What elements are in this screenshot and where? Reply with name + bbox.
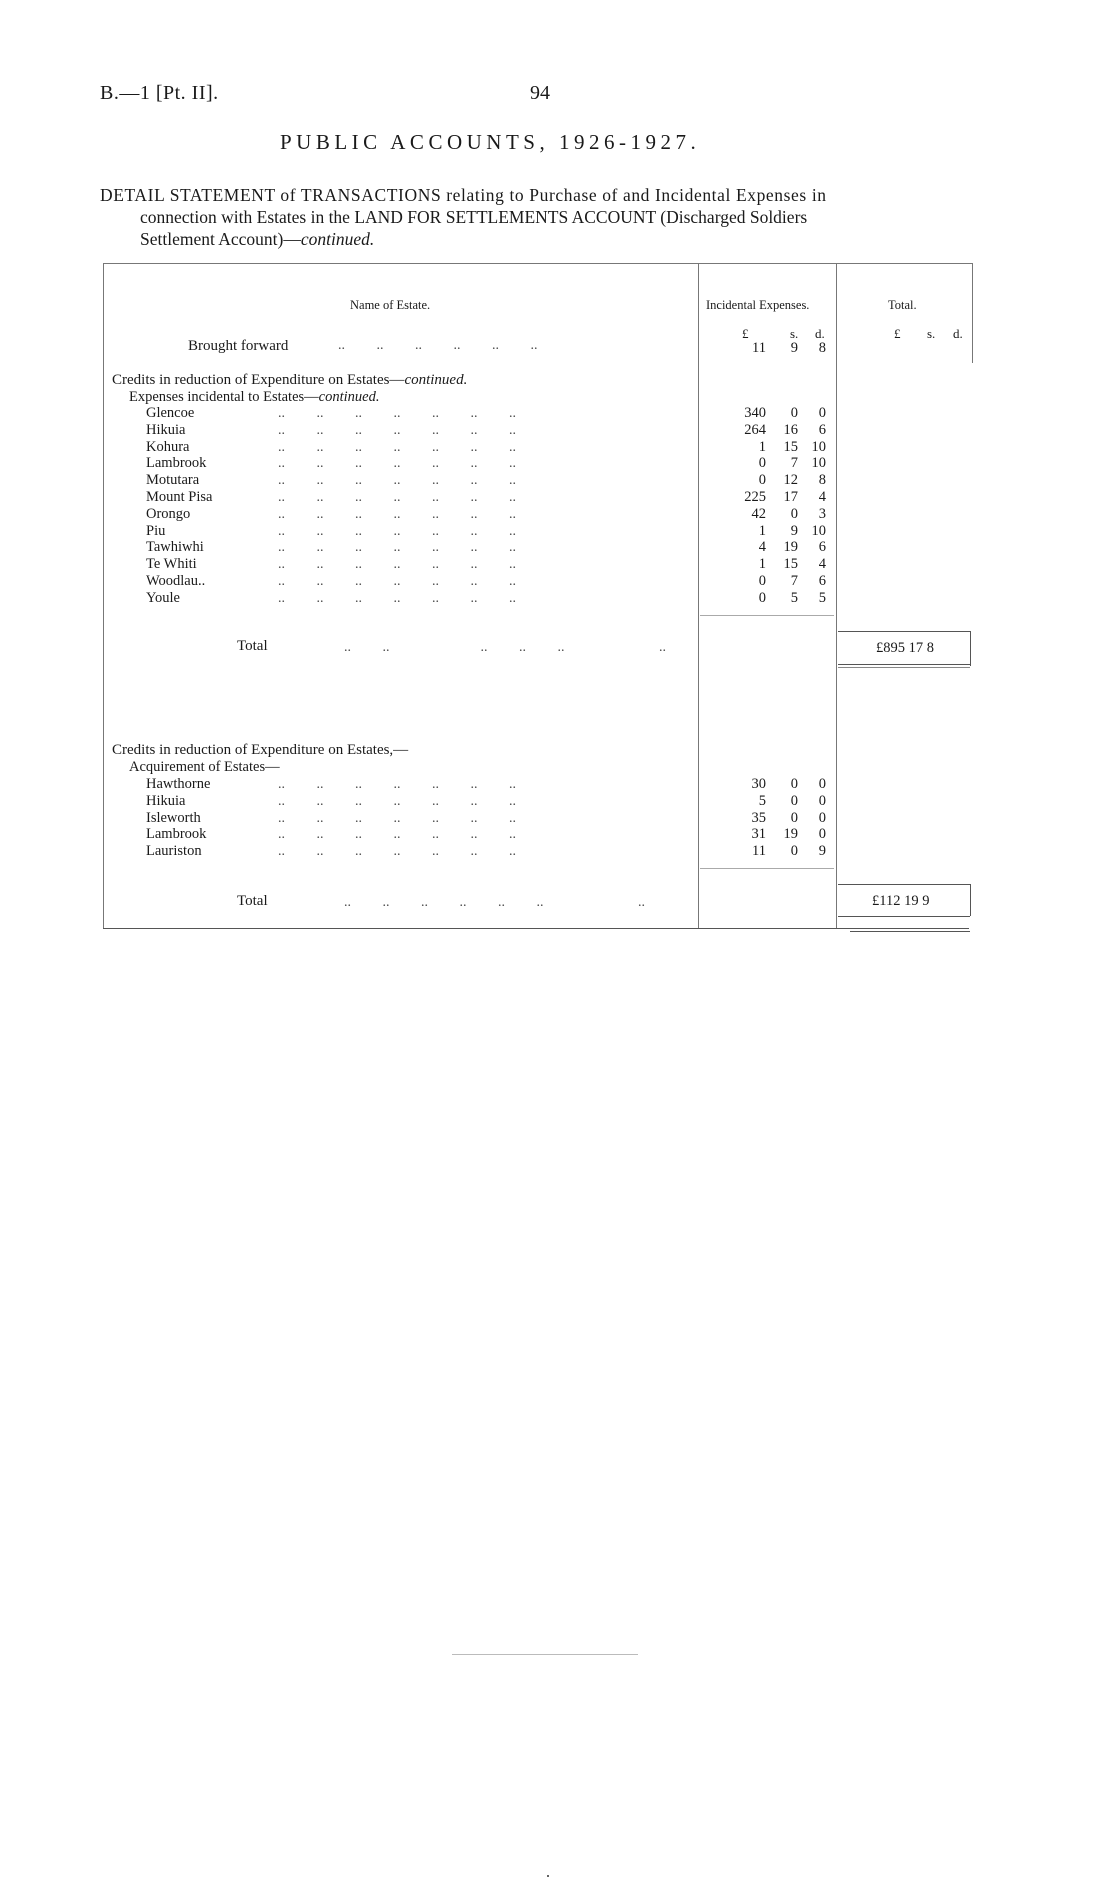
estate-name: Hikuia [146,792,186,809]
leader-dots: .. .. .. .. .. .. .. [278,557,516,573]
section1-title-text: Credits in reduction of Expenditure on Estates— [112,372,405,388]
section1-total-top-rule [838,631,970,632]
amount-pounds: 264 [744,421,766,438]
amount-pence: 0 [818,792,826,809]
amount-pounds: 11 [752,843,766,860]
amount-pounds: 1 [758,556,766,573]
leader-dots: .. .. .. .. .. .. .. [278,590,516,606]
leader-dots: .. .. .. .. .. .. .. [278,439,516,455]
amount-pence: 0 [818,826,826,843]
section1-subtitle-continued: continued. [318,389,380,405]
amount-shillings: 7 [790,455,798,472]
amount-pounds: 0 [758,573,766,589]
table-bottom-rule-2 [850,931,970,932]
estate-name: Mount Pisa [146,489,213,505]
estate-name: Orongo [146,505,191,522]
section1-title-continued: continued. [404,372,468,388]
leader-dots: .. .. .. .. .. .. .. [278,574,516,589]
amount-shillings: 12 [783,472,798,489]
amount-pence: 6 [818,573,826,589]
amount-pence: 9 [818,843,826,860]
document-reference: B.—1 [Pt. II]. [100,82,219,104]
section1-total-value: £895 17 8 [876,640,934,656]
column-divider-2 [836,263,837,928]
amount-shillings: 5 [790,589,798,606]
amount-pence: 4 [818,489,826,505]
leader-dots: .. .. .. .. .. .. [344,640,666,655]
estate-name: Woodlau.. [146,573,206,589]
brought-forward-pence: 8 [818,340,826,356]
estate-name: Lambrook [146,826,207,843]
amount-pence: 8 [818,472,826,489]
total-pence-header: d. [953,326,963,341]
column-header-incidental: Incidental Expenses. [706,298,810,312]
section1-title [112,372,467,389]
amount-pence: 0 [818,809,826,826]
table-right-border [972,263,973,363]
section1-incidental-rule [700,615,834,616]
estate-name: Tawhiwhi [146,539,204,556]
estate-name: Glencoe [146,405,195,421]
incidental-pence-header: d. [815,326,825,341]
amount-pounds: 35 [751,809,766,826]
leader-dots: .. .. .. .. .. .. .. [278,406,516,421]
estate-name: Lauriston [146,843,202,860]
leader-dots: .. .. .. .. .. .. .. [278,523,516,539]
heading-line-2: connection with Estates in the LAND FOR SETTLEMENTS ACCOUNT (Discharged Soldiers [140,207,808,227]
estate-name: Hikuia [146,421,186,438]
total-pounds-header: £ [894,326,901,341]
amount-pounds: 0 [758,455,766,472]
brought-forward-shillings: 9 [790,340,798,356]
total-shillings-header: s. [927,326,936,341]
estate-name: Isleworth [146,809,201,826]
amount-shillings: 19 [783,826,798,843]
column-header-total: Total. [888,298,917,312]
leader-dots: .. .. .. .. .. .. .. [278,540,516,556]
amount-pence: 10 [811,455,826,472]
estate-name: Lambrook [146,455,207,472]
statement-heading [100,184,980,250]
incidental-pounds-header: £ [742,326,749,341]
amount-shillings: 0 [790,505,798,522]
section2-total-value: £112 19 9 [872,893,930,909]
estate-name: Hawthorne [146,776,211,792]
section1-total-bottom-rule [838,664,970,665]
amount-pence: 6 [818,539,826,556]
page-separator [452,1654,638,1655]
amount-pence: 10 [811,438,826,455]
heading-line-3-text: Settlement Account)— [140,229,301,249]
amount-shillings: 0 [790,405,798,421]
estate-name: Te Whiti [146,556,197,573]
section2-subtitle: Acquirement of Estates— [129,759,280,775]
section1-total-label: Total [237,638,268,654]
leader-dots: .. .. .. .. .. .. .. [278,810,516,826]
estate-name: Kohura [146,438,190,455]
amount-shillings: 16 [783,421,798,438]
heading-line-3 [100,228,980,250]
amount-pounds: 0 [758,589,766,606]
amount-pence: 10 [811,522,826,539]
estate-name: Motutara [146,472,200,489]
amount-shillings: 15 [783,438,798,455]
section2-incidental-rule [700,868,834,869]
amount-shillings: 0 [790,809,798,826]
estate-name: Youle [146,589,180,606]
section2-total-box-right [970,884,971,916]
leader-dots: .. .. .. .. .. .. .. [278,777,516,792]
page-title: PUBLIC ACCOUNTS, 1926-1927. [280,130,701,154]
leader-dots: .. .. .. .. .. .. .. [278,473,516,489]
amount-pence: 5 [818,589,826,606]
section2-total-label: Total [237,893,268,909]
amount-pounds: 5 [758,792,766,809]
leader-dots: .. .. .. .. .. .. .. [278,793,516,809]
amount-pence: 6 [818,421,826,438]
amount-shillings: 19 [783,539,798,556]
section1-subtitle [129,389,379,406]
leader-dots: .. .. .. .. .. .. .. [344,895,645,910]
amount-pounds: 1 [758,522,766,539]
brought-forward-pounds: 11 [752,340,766,356]
amount-pounds: 0 [758,472,766,489]
amount-pounds: 4 [758,539,766,556]
amount-shillings: 0 [790,776,798,792]
amount-pounds: 30 [751,776,766,792]
amount-shillings: 7 [790,573,798,589]
leader-dots: .. .. .. .. .. .. [338,338,538,353]
amount-pence: 4 [818,556,826,573]
estate-name: Piu [146,522,166,539]
table-top-rule [103,263,973,264]
leader-dots: .. .. .. .. .. .. .. [278,827,516,843]
table-bottom-rule [103,928,969,929]
amount-pounds: 31 [751,826,766,843]
section1-subtitle-text: Expenses incidental to Estates— [129,389,319,405]
amount-shillings: 15 [783,556,798,573]
amount-shillings: 0 [790,792,798,809]
leader-dots: .. .. .. .. .. .. .. [278,506,516,522]
amount-pence: 0 [818,405,826,421]
section2-total-bottom-rule [838,916,970,917]
amount-pounds: 42 [751,505,766,522]
leader-dots: .. .. .. .. .. .. .. [278,490,516,505]
section1-total-box-right [970,631,971,666]
section2-title: Credits in reduction of Expenditure on Estates,— [112,742,409,758]
leader-dots: .. .. .. .. .. .. .. [278,844,516,860]
page-number: 94 [530,82,550,104]
incidental-shillings-header: s. [790,326,799,341]
leader-dots: .. .. .. .. .. .. .. [278,422,516,438]
amount-pounds: 1 [758,438,766,455]
amount-pence: 3 [818,505,826,522]
heading-continued: continued. [300,229,375,249]
amount-shillings: 17 [783,489,798,505]
amount-shillings: 0 [790,843,798,860]
leader-dots: .. .. .. .. .. .. .. [278,456,516,472]
section2-total-top-rule [838,884,970,885]
column-header-name: Name of Estate. [350,298,431,312]
section1-total-bottom-rule-2 [838,667,970,668]
heading-line-1: DETAIL STATEMENT of TRANSACTIONS relating to Purchase of and Incidental Expenses in [100,185,827,205]
amount-pounds: 340 [744,405,766,421]
amount-pounds: 225 [744,489,766,505]
column-divider-1 [698,263,699,928]
amount-shillings: 9 [790,522,798,539]
brought-forward-label: Brought forward [188,338,289,354]
amount-pence: 0 [818,776,826,792]
table-left-border [103,263,104,928]
